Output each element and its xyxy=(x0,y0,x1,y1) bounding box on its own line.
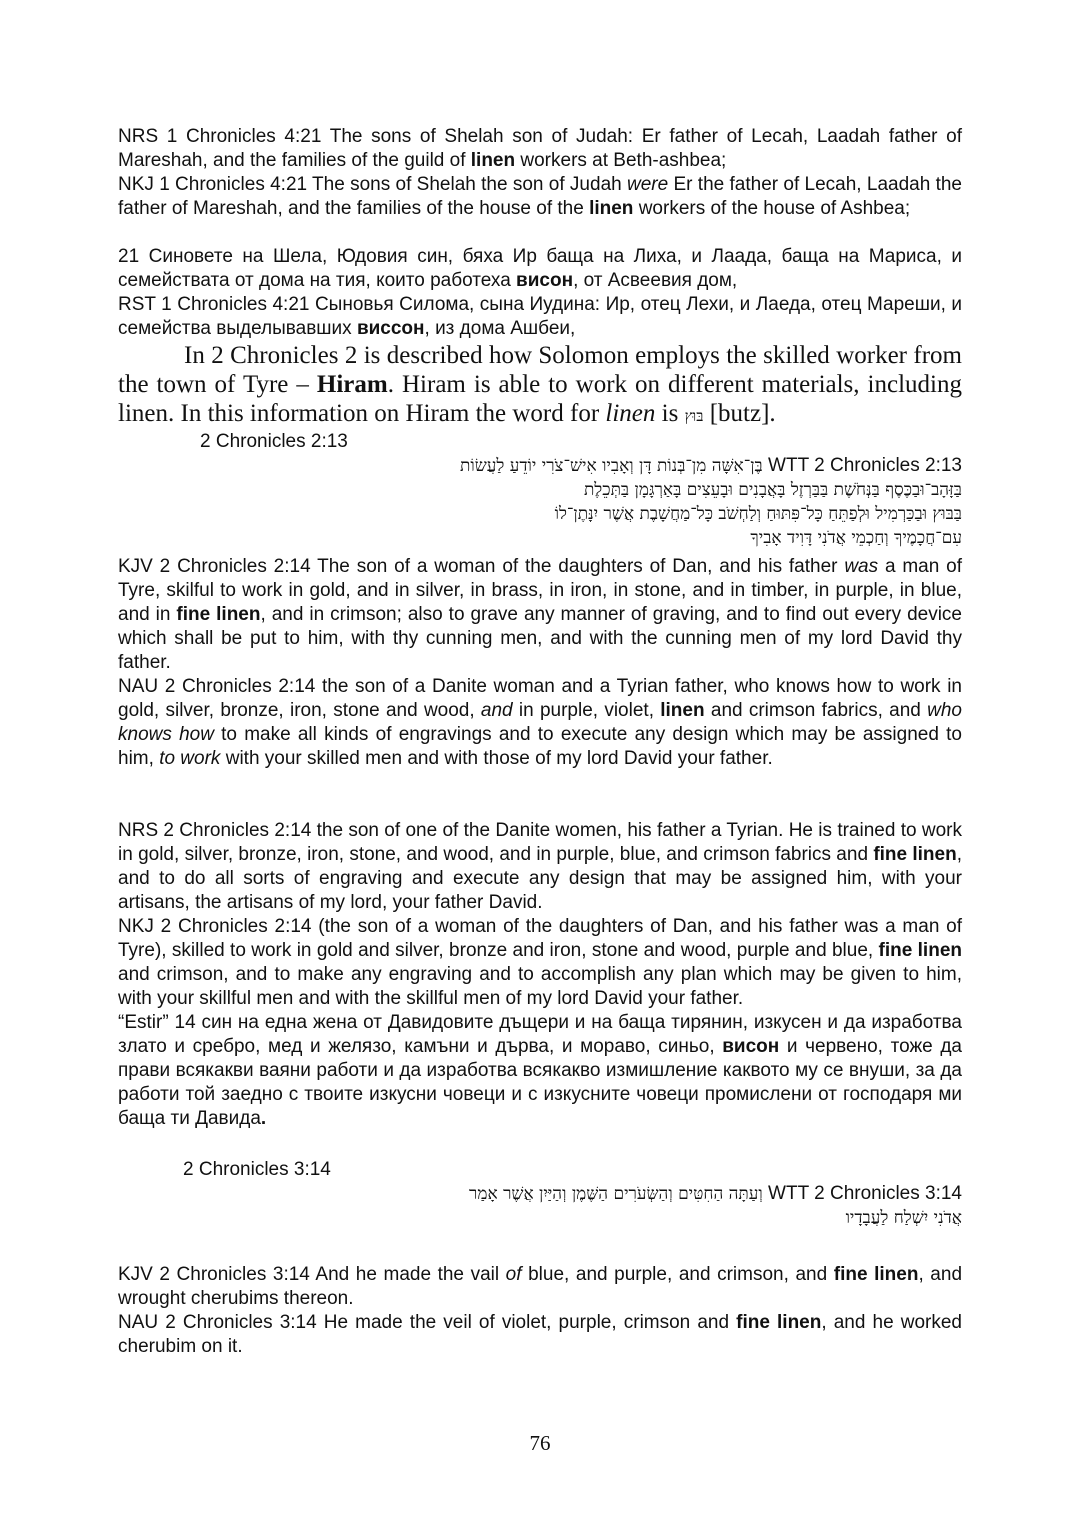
verse-text: NRS 1 Chronicles 4:21 The sons of Shelah son of Judah: Er father of Lecah, Laadah father of Mareshah, and the families of the guild of xyxy=(118,126,962,171)
hebrew-text: בַּבּוּץ וּבַכַּרְמִיל וּלְפַתֵּחַ כָּל־פִּתּוּחַ וְלַחְשֹׁב כָּל־מַחֲשָׁבֶת אֲשֶׁר יִנָּתֶן־לוֹ xyxy=(554,504,962,524)
page-number: 76 xyxy=(529,1431,551,1455)
verse-bg-1chr-4-21 xyxy=(118,245,962,293)
keyword-vison: висон xyxy=(516,270,574,291)
verse-text: , and in crimson; also to grave any manner of graving, and to find out every device which shall be put to him, with thy cunning men, and with the cunning men of my lord David thy father. xyxy=(118,604,963,673)
intro-text: . Hiram is able to work on different materials, including linen. In this information on Hiram the word for xyxy=(118,371,962,427)
italic-word: of xyxy=(505,1264,522,1285)
hebrew-text: וְעַתָּה הַחִטִּים וְהַשְּׂעֹרִים הַשֶּׁמֶן וְהַיַּיִן אֲשֶׁר אָמַר xyxy=(469,1184,763,1204)
italic-word: and xyxy=(480,700,513,721)
hebrew-text: בֶּן־אִשָּׁה מִן־בְּנוֹת דָּן וְאָבִיו אִישׁ־צֹרִי יוֹדֵעַ לַעֲשׂוֹת xyxy=(460,456,763,476)
verse-text: with your skilled men and with those of my lord David your father. xyxy=(220,748,773,769)
verse-text: и червено, тоже да прави всякакви ваяни работи и да изработва всякакво измишление каквото му се внуши, за да работи той заедно с твоите изкусни човеци и с изкусните човеци промислени от господаря ми баща ти Давида xyxy=(118,1036,963,1129)
verse-text: , and to do all sorts of engraving and execute any design that may be assigned him, with your artisans, the artisans of my lord, your father David. xyxy=(118,844,962,913)
verse-estir-2-14 xyxy=(118,1011,962,1131)
keyword-fine-linen: fine linen xyxy=(736,1312,822,1333)
verse-text: 21 Синовете на Шела, Юдовия син, бяха Ир баща на Лиха, и Лаада, баща на Мариса, и семействата от дома на тия, които работеха xyxy=(118,246,962,291)
hebrew-line xyxy=(469,1206,962,1230)
verse-text: “Estir” 14 син на една жена от Давидовите дъщери и на баща тирянин, изкусен и да изработва злато и сребро, мед и желязо, камъни и дърва, и мораво, синьо, xyxy=(118,1012,962,1057)
hebrew-text: בַּזָּהָב־וּבַכֶּסֶף בַּנְּחֹשֶׁת בַּבַּרְזֶל בָּאֲבָנִים וּבָעֵצִים בָּאַרְגָּמָן בַּתְּכֵלֶת xyxy=(583,480,962,500)
verse-text: NKJ 2 Chronicles 2:14 (the son of a woman of the daughters of Dan, and his father was a man of Tyre), skilled to work in gold and silver, bronze and iron, stone and wood, purple and blue, xyxy=(118,916,962,961)
intro-text: [butz]. xyxy=(703,400,776,427)
verse-text: , and wrought cherubims thereon. xyxy=(118,1264,963,1309)
verse-rst-1chr-4-21 xyxy=(118,293,962,341)
keyword-visson: виссон xyxy=(356,318,425,339)
keyword-hiram: Hiram xyxy=(316,371,388,398)
reference-2chr-2-13: 2 Chronicles 2:13 xyxy=(200,431,348,452)
verse-kjv-2-14 xyxy=(118,555,962,675)
hebrew-text: אֲדֹנִי יִשְׁלַח לַעֲבָדָיו xyxy=(845,1208,962,1228)
verse-text: KJV 2 Chronicles 3:14 And he made the vail xyxy=(118,1264,506,1285)
italic-word: was xyxy=(844,556,879,577)
verse-text: a man of Tyre, skilful to work in gold, and in silver, in brass, in iron, in stone, and in timber, in purple, in blue, and in xyxy=(118,556,962,625)
hebrew-line xyxy=(460,454,962,478)
verse-text: and crimson, and to make any engraving and to accomplish any plan which may be given to him, with your skillful men and with the skillful men of my lord David your father. xyxy=(118,964,962,1009)
verse-text: workers of the house of Ashbea; xyxy=(633,198,911,219)
verse-text: NKJ 1 Chronicles 4:21 The sons of Shelah the son of Judah xyxy=(118,174,627,195)
intro-text: In 2 Chronicles 2 is described how Solomon employs the skilled worker from the town of Tyre – xyxy=(118,342,962,398)
keyword-linen: linen xyxy=(660,700,705,721)
keyword-fine-linen: fine linen xyxy=(878,940,962,961)
hebrew-label: WTT 2 Chronicles 3:14 xyxy=(768,1183,962,1204)
verse-text: in purple, violet, xyxy=(512,700,661,721)
verse-text: NRS 2 Chronicles 2:14 the son of one of the Danite women, his father a Tyrian. He is trained to work in gold, silver, bronze, iron, stone, and wood, and in purple, blue, and crimson fabrics and xyxy=(118,820,962,865)
verse-text: blue, and purple, and crimson, and xyxy=(521,1264,834,1285)
verse-text: Er the father of Lecah, Laadah the father of Mareshah, and the families of the house of the xyxy=(118,174,962,219)
verse-nau-3-14 xyxy=(118,1311,962,1359)
keyword-linen: linen xyxy=(470,150,516,171)
verse-kjv-3-14 xyxy=(118,1263,962,1311)
keyword-linen: linen xyxy=(589,198,634,219)
italic-word: who knows how xyxy=(118,700,962,745)
hebrew-label: WTT 2 Chronicles 2:13 xyxy=(768,455,962,476)
verse-period: . xyxy=(260,1108,267,1129)
verse-text: NAU 2 Chronicles 2:14 the son of a Danite woman and a Tyrian father, who knows how to work in gold, silver, bronze, iron, stone and wood, xyxy=(118,676,962,721)
hebrew-text: עִם־חֲכָמֶיךָ וְחַכְמֵי אֲדֹנִי דָּוִיד אָבִיךָ xyxy=(750,528,962,548)
intro-text: is xyxy=(655,400,685,427)
keyword-fine-linen: fine linen xyxy=(176,604,261,625)
keyword-fine-linen: fine linen xyxy=(833,1264,919,1285)
verse-text: , and he worked cherubim on it. xyxy=(118,1312,962,1357)
verse-nkj-2-14 xyxy=(118,915,962,1011)
verse-text: , из дома Ашбеи, xyxy=(424,318,576,339)
italic-word: linen xyxy=(605,400,656,427)
verse-text: and crimson fabrics, and xyxy=(704,700,928,721)
hebrew-line xyxy=(460,526,962,550)
hebrew-butz: בּוּץ xyxy=(684,407,704,425)
verse-text: , от Асвеевия дом, xyxy=(573,270,738,291)
hebrew-block-3-14 xyxy=(469,1182,962,1230)
verse-nrs-1chr-4-21 xyxy=(118,125,962,173)
hebrew-line xyxy=(460,502,962,526)
verse-text: to make all kinds of engravings and to execute any design which may be assigned to him, xyxy=(118,724,962,769)
intro-paragraph xyxy=(118,341,962,431)
verse-text: RST 1 Chronicles 4:21 Сыновья Силома, сына Иудина: Ир, отец Лехи, и Лаеда, отец Мареши, и семейства выделывавших xyxy=(118,294,962,339)
hebrew-line xyxy=(460,478,962,502)
keyword-fine-linen: fine linen xyxy=(873,844,957,865)
italic-word: to work xyxy=(159,748,221,769)
verse-text: NAU 2 Chronicles 3:14 He made the veil of violet, purple, crimson and xyxy=(118,1312,737,1333)
verse-text: KJV 2 Chronicles 2:14 The son of a woman of the daughters of Dan, and his father xyxy=(118,556,845,577)
keyword-vison: висон xyxy=(722,1036,780,1057)
hebrew-line xyxy=(469,1182,962,1206)
verse-text: workers at Beth-ashbea; xyxy=(515,150,727,171)
hebrew-block-2-13 xyxy=(460,454,962,550)
verse-nkj-1chr-4-21 xyxy=(118,173,962,221)
italic-word: were xyxy=(627,174,669,195)
verse-nau-2-14 xyxy=(118,675,962,771)
verse-nrs-2-14 xyxy=(118,819,962,915)
reference-2chr-3-14: 2 Chronicles 3:14 xyxy=(183,1159,331,1180)
